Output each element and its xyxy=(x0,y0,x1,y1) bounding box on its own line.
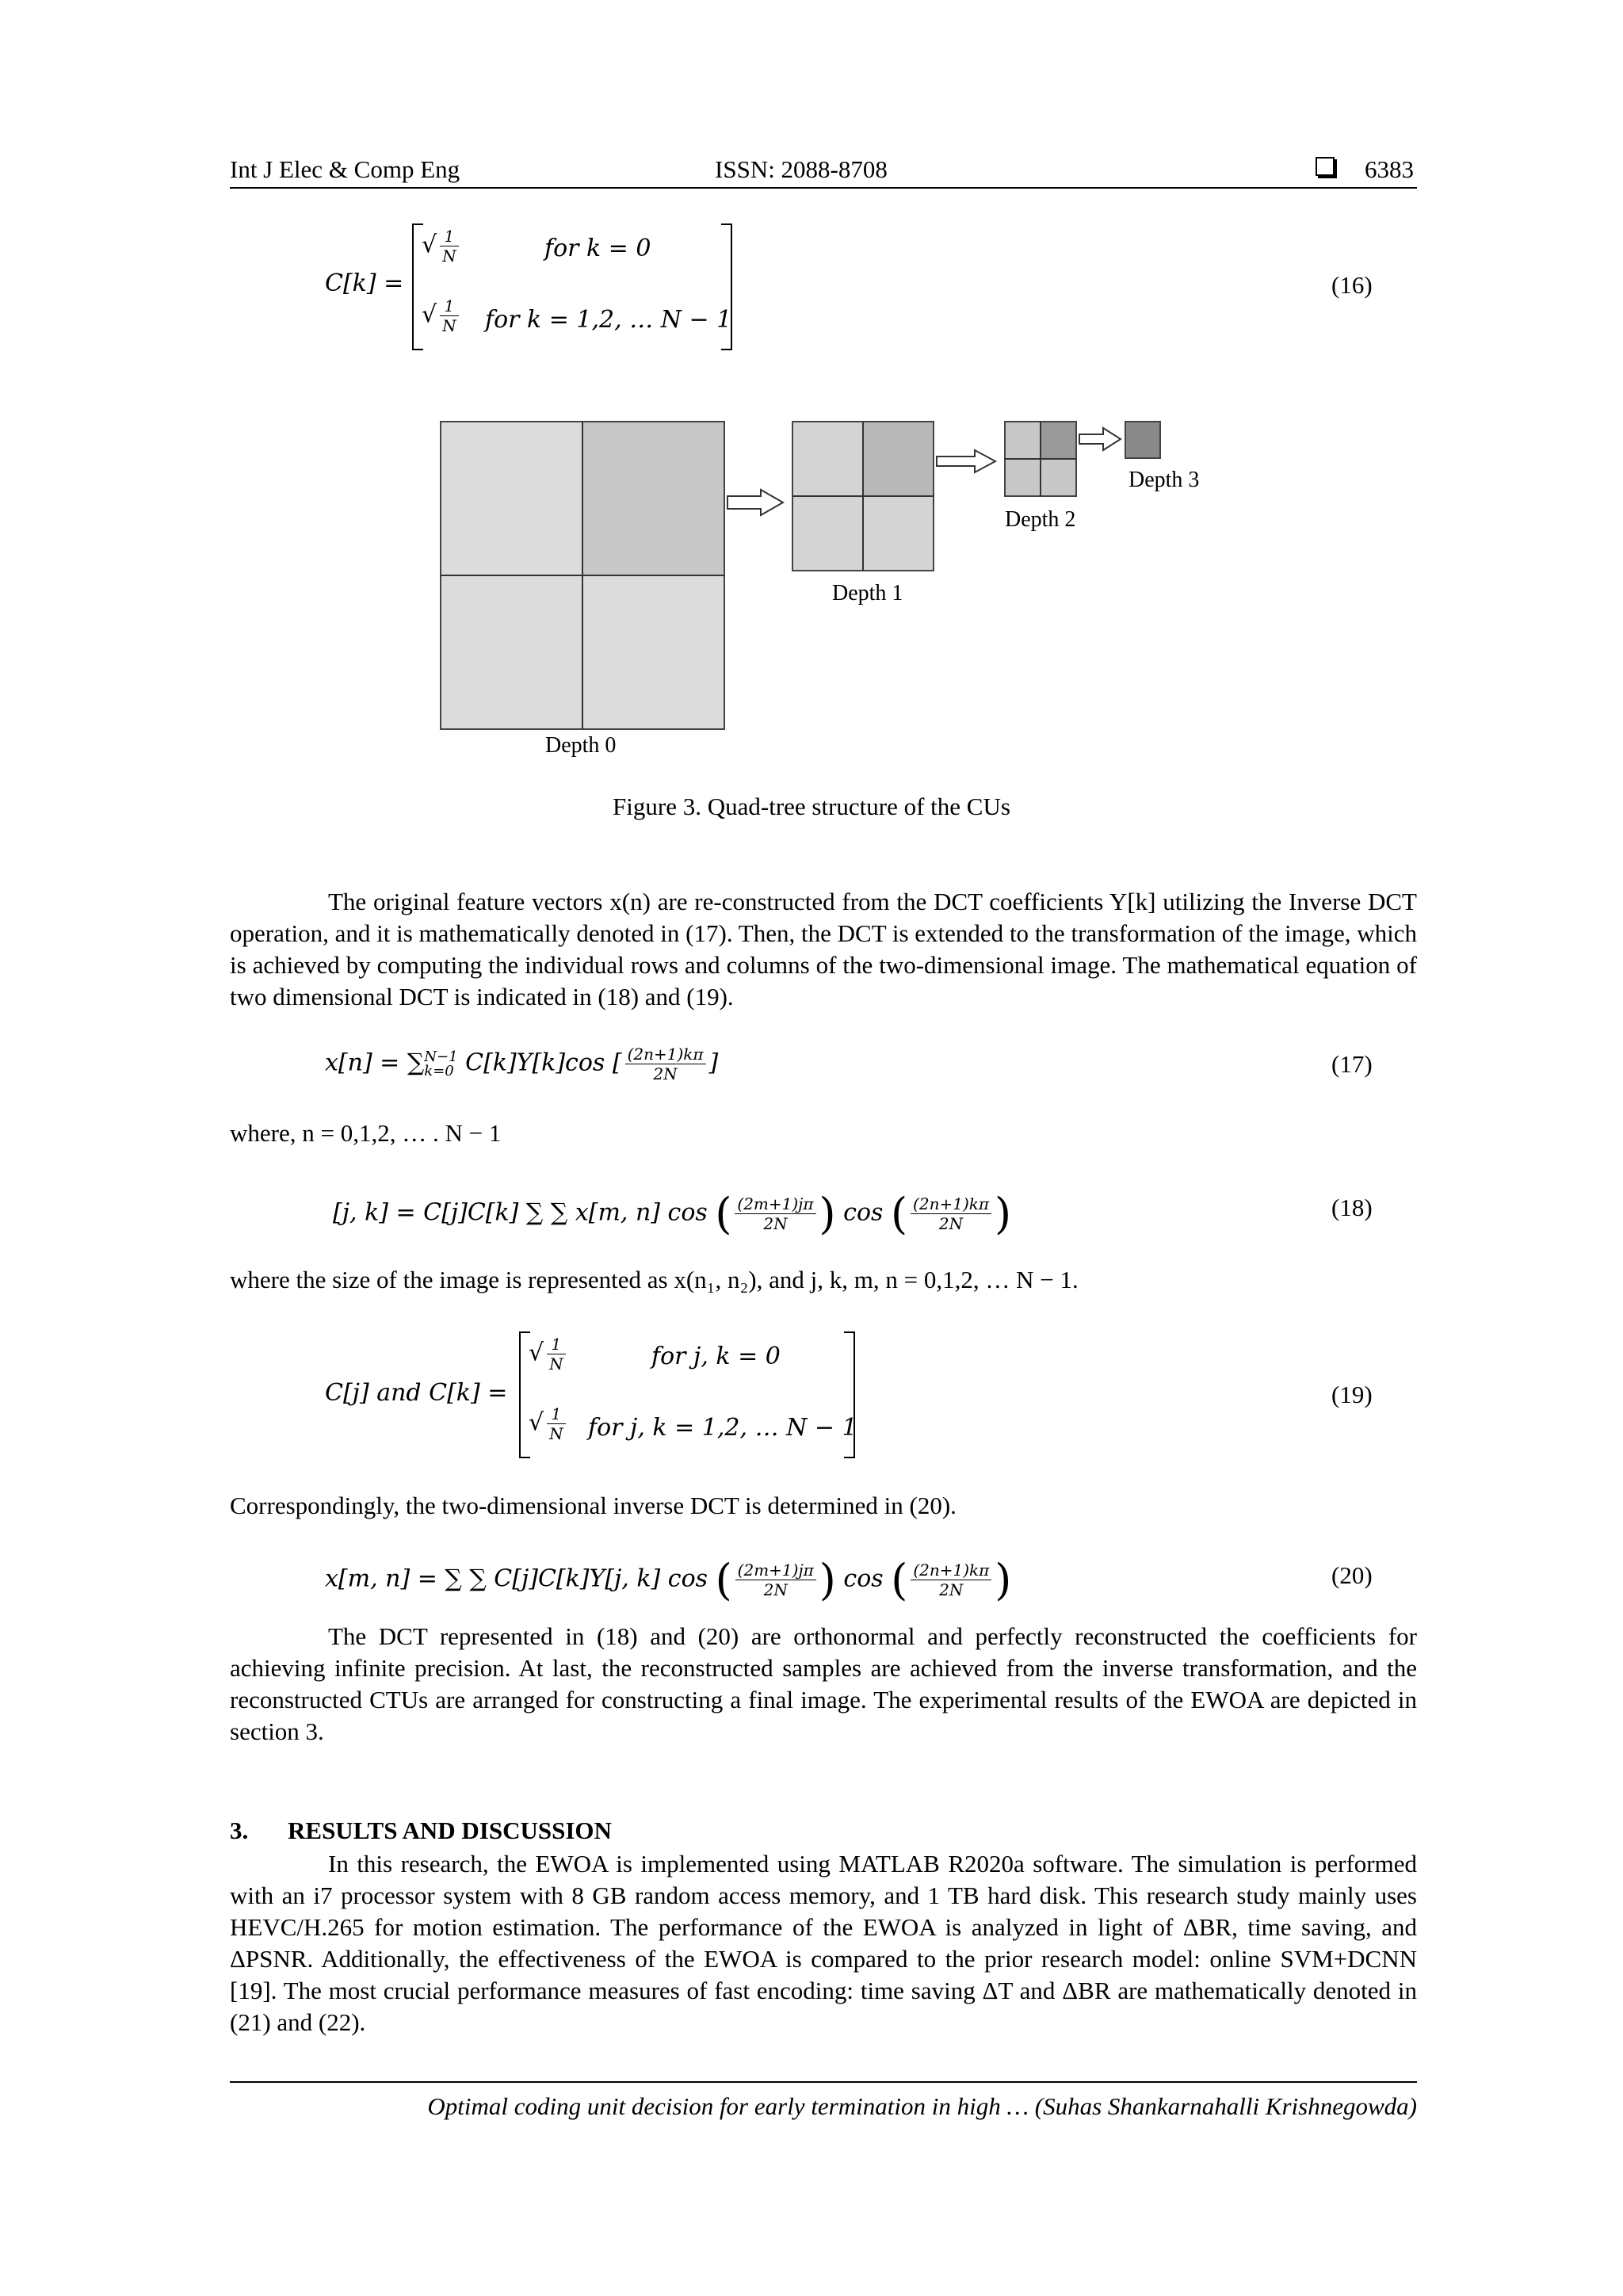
figure-caption: Figure 3. Quad-tree structure of the CUs xyxy=(613,793,1010,820)
eq16-case2: for k = 1,2, … N − 1 xyxy=(485,306,732,334)
section-number: 3. xyxy=(230,1817,249,1844)
eq18-where: where the size of the image is represented as x(n₁, n₂), and j, k, m, n = 0,1,2, … N − 1. xyxy=(230,1266,1079,1293)
eq19-case2: for j, k = 1,2, … N − 1 xyxy=(588,1414,857,1442)
section-title: RESULTS AND DISCUSSION xyxy=(288,1817,612,1844)
paragraph-1: The original feature vectors x(n) are re-constructed from the DCT coefficients Y[k] utilizing the Inverse DCT operation, and it is mathematically denoted in (17). Then, the DCT is extended to the transformation of the image, which is achieved by computing the individual rows and columns of the two-dimensional image. The mathematical equation of two dimensional DCT is indicated in (18) and (19). xyxy=(230,888,1417,1010)
eq18-number: (18) xyxy=(1331,1194,1373,1221)
journal-name: Int J Elec & Comp Eng xyxy=(230,155,460,183)
eq16-case1: for k = 0 xyxy=(544,235,651,262)
arrow-3 xyxy=(1079,428,1121,450)
eq19-sqrt-1: √ $\frac{1}{N}$ xyxy=(529,1335,569,1373)
running-footer: Optimal coding unit decision for early termination in high … (Suhas Shankarnahalli Krishnegowda) xyxy=(427,2092,1417,2120)
paragraph-2: Correspondingly, the two-dimensional inverse DCT is determined in (20). xyxy=(230,1492,957,1519)
label-depth1: Depth 1 xyxy=(832,581,903,606)
eq16-sqrt-2: √ $\frac{1}{N}$ xyxy=(422,296,462,335)
paragraph-3: The DCT represented in (18) and (20) are orthonormal and perfectly reconstructed the coefficients for achieving infinite precision. At last, the reconstructed samples are achieved from the inverse transformation, and the reconstructed CTUs are arranged for constructing a final image. The experimental results of the EWOA are depicted in section 3. xyxy=(230,1622,1417,1745)
eq20: x[m, n] = ∑ ∑ C[j]C[k]Y[j, k] cos ( $\frac{(2m+1)j\pi}{2N}$ ) cos ( $\frac{(2n+1)k\pi}{2N}$ ) xyxy=(325,1555,1012,1605)
paragraph-4: In this research, the EWOA is implemented using MATLAB R2020a software. The simulation is performed with an i7 processor system with 8 GB random access memory, and 1 TB hard disk. This research study mainly uses HEVC/H.265 for motion estimation. The performance of the EWOA is analyzed in light of ΔBR, time saving, and ΔPSNR. Additionally, the effectiveness of the EWOA is compared to the prior research model: online SVM+DCNN [19]. The most crucial performance measures of fast encoding: time saving ΔT and ΔBR are mathematically denoted in (21) and (22). xyxy=(230,1850,1417,2036)
eq19-bracket xyxy=(519,1331,855,1458)
eq16-sqrt-1: √ $\frac{1}{N}$ xyxy=(422,227,462,266)
eq16-bracket xyxy=(412,223,732,350)
page-marker-icon xyxy=(1316,157,1335,176)
eq19-case1: for j, k = 0 xyxy=(651,1343,781,1370)
page-number: 6383 xyxy=(1365,155,1414,183)
eq16-number: (16) xyxy=(1331,271,1373,299)
footer-rule xyxy=(230,2081,1417,2083)
quadtree-figure xyxy=(428,412,1220,769)
eq17-where: where, n = 0,1,2, … . N − 1 xyxy=(230,1119,502,1147)
depth3-block xyxy=(1125,422,1160,458)
eq19-lhs: C[j] and C[k] = xyxy=(325,1379,508,1407)
eq19-number: (19) xyxy=(1331,1381,1373,1408)
arrow-2 xyxy=(937,450,995,472)
eq18: [j, k] = C[j]C[k] ∑ ∑ x[m, n] cos ( $\frac{(2m+1)j\pi}{2N}$ ) cos ( $\frac{(2n+1)k\pi}{2N}$ ) xyxy=(333,1189,1012,1239)
eq20-number: (20) xyxy=(1331,1561,1373,1589)
issn: ISSN: 2088-8708 xyxy=(715,155,888,183)
arrow-1 xyxy=(727,490,783,515)
depth0-block-split xyxy=(582,422,724,575)
eq16-lhs: C[k] = xyxy=(325,269,404,297)
label-depth0: Depth 0 xyxy=(545,733,617,758)
header-rule xyxy=(230,187,1417,189)
eq19-sqrt-2: √ $\frac{1}{N}$ xyxy=(529,1404,569,1443)
label-depth2: Depth 2 xyxy=(1005,507,1076,532)
eq17-number: (17) xyxy=(1331,1050,1373,1078)
label-depth3: Depth 3 xyxy=(1128,468,1200,492)
eq17: x[n] = ∑ N−1 k=0 C[k]Y[k]cos [ $\frac{(2n+1)k\pi}{2N}$ ] xyxy=(325,1045,719,1083)
